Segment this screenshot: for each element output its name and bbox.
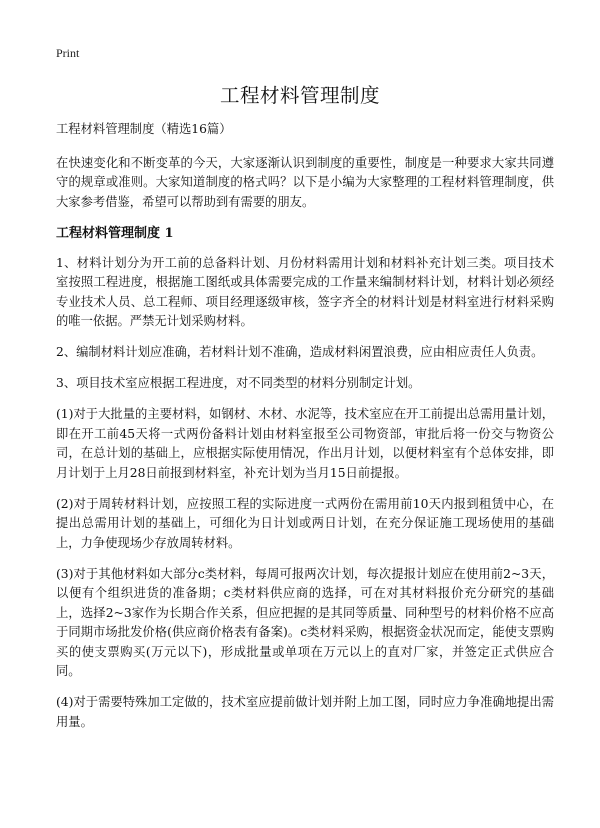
intro-paragraph: 在快速变化和不断变革的今天，大家逐渐认识到制度的重要性，制度是一种要求大家共同遵守的规章或准则。大家知道制度的格式吗？以下是小编为大家整理的工程材料管理制度，供大家参考借鉴，希望可以帮助到有需要的朋友。 — [56, 155, 554, 209]
body-paragraph: 2、编制材料计划应准确，若材料计划不准确，造成材料闲置浪费，应由相应责任人负责。 — [56, 345, 544, 359]
page-title: 工程材料管理制度 — [219, 84, 380, 107]
body-paragraph: (3)对于其他材料如大部分c类材料，每周可报两次计划，每次提报计划应在使用前2~3天，以便有个组织进货的准备期；c类材料供应商的选择，可在对其材料报价充分研究的基础上，选择2~3家作为长期合作关系，但应把握的是其同等质量、同种型号的材料价格不应高于同期市场批发价格(供应商价格表有备案)。c类材料采购，根据资金状况而定，能使支票购买的使支票购买(万元以下)，形成批量或单项在万元以上的直对厂家，并签定正式供应合同。 — [56, 566, 554, 678]
document-body — [56, 120, 554, 744]
print-label: Print — [56, 46, 80, 60]
body-paragraph: (1)对于大批量的主要材料，如钢材、木材、水泥等，技术室应在开工前提出总需用量计划，即在开工前45天将一式两份备料计划由材料室报至公司物资部，审批后将一份交与物资公司，在总计划的基础上，应根据实际使用情况，作出月计划，以便材料室有个总体安排，即月计划于上月28日前报到材料室，补充计划为当月15日前提报。 — [56, 407, 554, 480]
body-paragraph: 3、项目技术室应根据工程进度，对不同类型的材料分别制定计划。 — [56, 376, 421, 390]
body-paragraph: (4)对于需要特殊加工定做的，技术室应提前做计划并附上加工图，同时应力争准确地提出需用量。 — [56, 695, 554, 729]
body-paragraph: 1、材料计划分为开工前的总备料计划、月份材料需用计划和材料补充计划三类。项目技术室按照工程进度，根据施工图纸或具体需要完成的工作量来编制材料计划，材料计划必须经专业技术人员、总工程师、项目经理逐级审核，签字齐全的材料计划是材料室进行材料采购的唯一依据。严禁无计划采购材料。 — [56, 255, 554, 328]
section-heading: 工程材料管理制度 1 — [56, 225, 174, 241]
document-subtitle: 工程材料管理制度（精选16篇） — [56, 122, 232, 136]
body-paragraph: (2)对于周转材料计划，应按照工程的实际进度一式两份在需用前10天内报到租赁中心，在提出总需用计划的基础上，可细化为日计划或两日计划，在充分保证施工现场使用的基础上，力争使现场少存放周转材料。 — [56, 496, 554, 550]
